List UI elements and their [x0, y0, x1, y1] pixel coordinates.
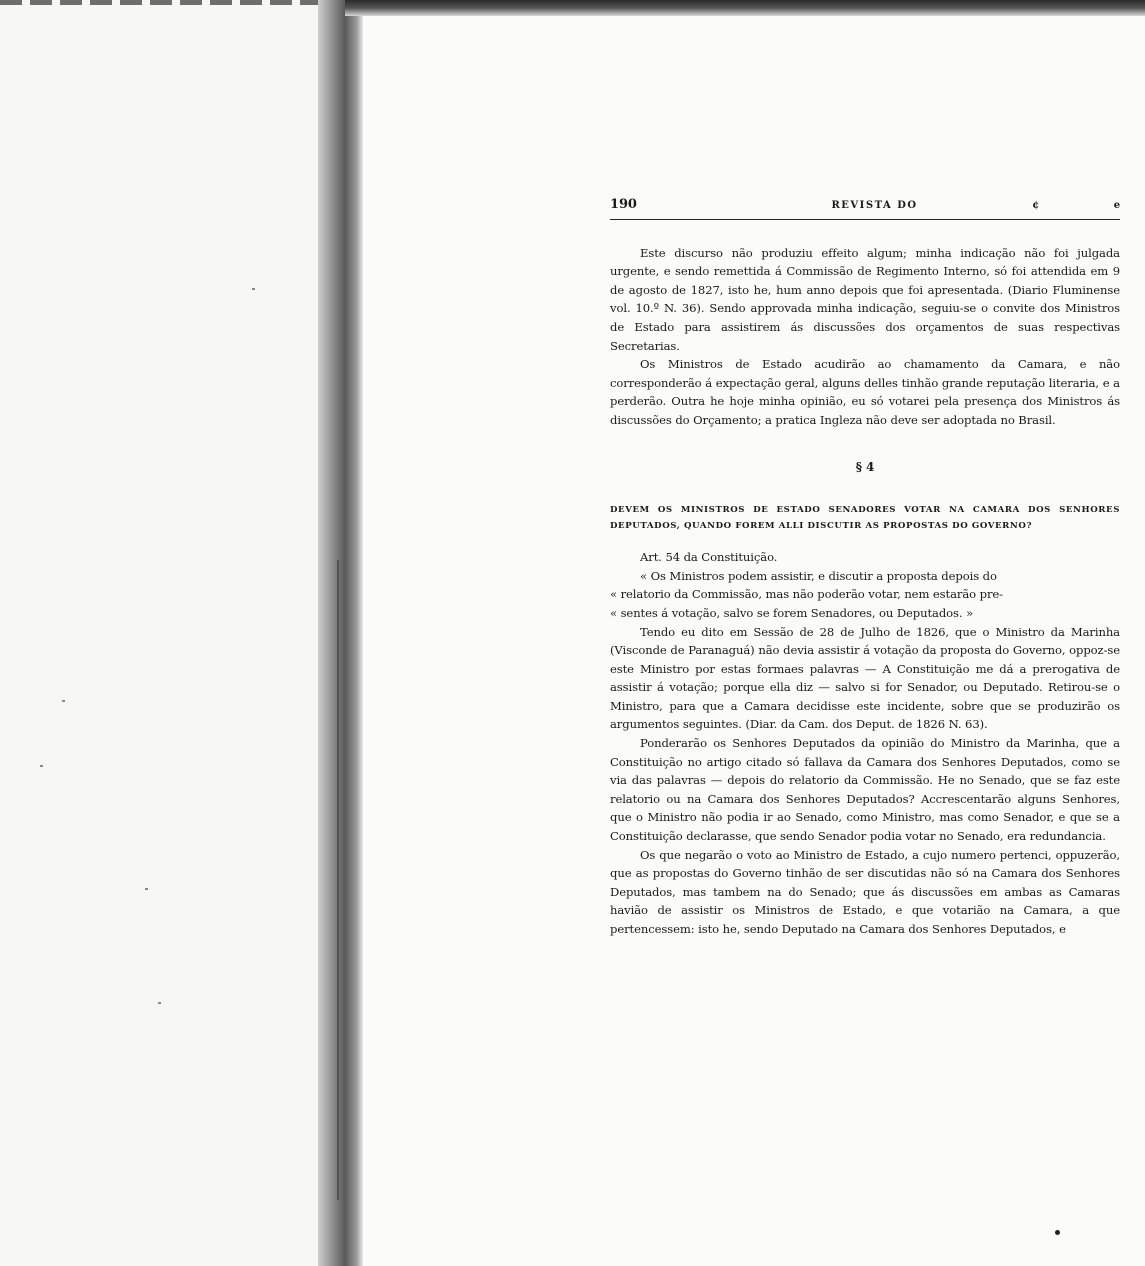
section-heading: DEVEM OS MINISTROS DE ESTADO SENADORES VOTAR NA CAMARA DOS SENHORES DEPUTADOS, QUANDO FOREM ALLI DISCUTIR AS PROPOSTAS DO GOVERNO?: [610, 505, 1120, 532]
running-head-mark: ¢: [1032, 200, 1040, 211]
article-reference: Art. 54 da Constituição.: [640, 550, 778, 565]
paper-speck: [252, 288, 255, 290]
section-mark: § 4: [855, 459, 875, 474]
paragraph: Tendo eu dito em Sessão de 28 de Julho de 1826, que o Ministro da Marinha (Visconde de Paranaguá) não devia assistir á votação da proposta do Governo, oppoz-se este Ministro por estas formaes palavras — A Constituição me dá a prerogativa de assistir á votação; porque ella diz — salvo si for Senador, ou Deputado. Retirou-se o Ministro, para que a Camara decidisse este incidente, sobre que se produzirão os argumentos seguintes. (Diar. da Cam. dos Deput. de 1826 N. 63).: [610, 624, 1120, 732]
paragraph: Ponderarão os Senhores Deputados da opinião do Ministro da Marinha, que a Constituição no artigo citado só fallava da Camara dos Senhores Deputados, como se via das palavras — depois do relatorio da Commissão. He no Senado, que se faz este relatorio ou na Camara dos Senhores Deputados? Accrescentarão alguns Senhores, que o Ministro não podia ir ao Senado, como Ministro, mas como Senador, e que se a Constituição declarasse, que sendo Senador podia votar no Senado, era redundancia.: [610, 736, 1120, 844]
left-blank-page: [0, 0, 330, 1266]
quote-line: « sentes á votação, salvo se forem Senadores, ou Deputados. »: [610, 605, 974, 620]
paper-speck: [40, 765, 43, 767]
book-gutter: [318, 0, 363, 1266]
paper-speck: [62, 700, 65, 702]
top-edge-rule: [0, 0, 345, 5]
running-title: REVISTA DO: [831, 200, 918, 211]
page-top-edge: [345, 0, 1145, 16]
paragraph: Os Ministros de Estado acudirão ao chamamento da Camara, e não corresponderão á expectação geral, alguns delles tinhão grande reputação literaria, e a perderão. Outra he hoje minha opinião, eu só votarei pela presença dos Ministros ás discussões do Orçamento; a pratica Ingleza não deve ser adoptada no Brasil.: [610, 357, 1120, 427]
quote-line: « relatorio da Commissão, mas não poderão votar, nem estarão pre-: [610, 587, 1003, 602]
running-head: [610, 196, 1120, 220]
gutter-line: [337, 560, 339, 1200]
paper-speck: [145, 888, 148, 890]
paper-speck: [158, 1002, 161, 1004]
quote-line: « Os Ministros podem assistir, e discutir a proposta depois do: [640, 568, 997, 583]
ink-dot: [1055, 1230, 1060, 1235]
paragraph: Este discurso não produziu effeito algum; minha indicação não foi julgada urgente, e sendo remettida á Commissão de Regimento Interno, só foi attendida em 9 de agosto de 1827, isto he, hum anno depois que foi apresentada. (Diario Fluminense vol. 10.º N. 36). Sendo approvada minha indicação, seguiu-se o convite dos Ministros de Estado para assistirem ás discussões dos orçamentos de suas respectivas Secretarias.: [610, 245, 1120, 353]
text-column: [610, 196, 1120, 939]
running-head-mark: e: [1113, 200, 1120, 211]
page-number: 190: [610, 197, 637, 212]
paragraph: Os que negarão o voto ao Ministro de Estado, a cujo numero pertenci, oppuzerão, que as propostas do Governo tinhão de ser discutidas não só na Camara dos Senhores Deputados, mas tambem na do Senado; que ás discussões em ambas as Camaras havião de assistir os Ministros de Estado, e que votarião na Camara, a que pertencessem: isto he, sendo Deputado na Camara dos Senhores Deputados, e: [610, 847, 1120, 936]
